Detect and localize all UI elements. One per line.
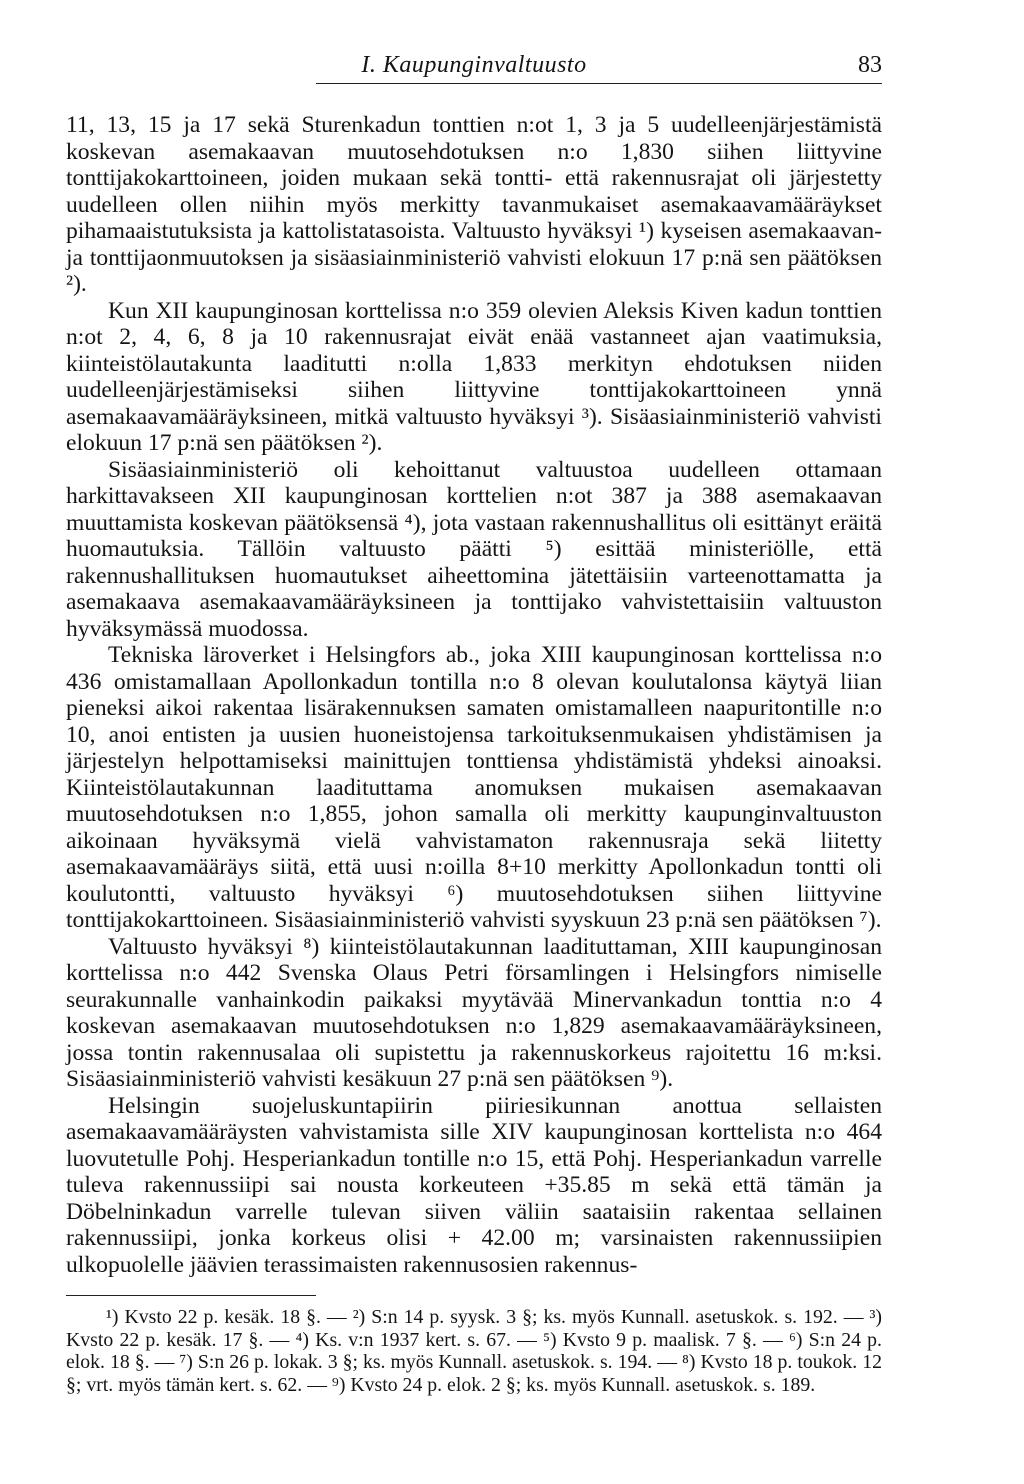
paragraph: Valtuusto hyväksyi ⁸) kiinteistölautakunnan laadituttaman, XIII kaupunginosan korttelissa n:o 442 Svenska Olaus Petri församlingen i Helsingfors nimiselle seurakunnalle vanhainkodin paikaksi myytävää Minervankadun tonttia n:o 4 koskevan asemakaavan muutosehdotuksen n:o 1,829 asemakaavamääräyksineen, jossa tontin rakennusalaa oli supistettu ja rakennuskorkeus rajoitettu 16 m:ksi. Sisäasiainministeriö vahvisti kesäkuun 27 p:nä sen päätöksen ⁹).	[66, 933, 882, 1092]
paragraph: 11, 13, 15 ja 17 sekä Sturenkadun tonttien n:ot 1, 3 ja 5 uudelleenjärjestämistä koskevan asemakaavan muutosehdotuksen n:o 1,830 siihen liittyvine tonttijakokarttoineen, joiden mukaan sekä tontti- että rakennusrajat oli järjestetty uudelleen ollen niihin myös merkitty tavanmukaiset asemakaavamääräykset pihamaaistutuksista ja kattolistatasoista. Valtuusto hyväksyi ¹) kyseisen asemakaavan- ja tonttijaonmuutoksen ja sisäasiainministeriö vahvisti elokuun 17 p:nä sen päätöksen ²).	[66, 112, 882, 297]
running-title: I. Kaupunginvaltuusto	[361, 52, 587, 78]
paragraph: Tekniska läroverket i Helsingfors ab., joka XIII kaupunginosan korttelissa n:o 436 omistamallaan Apollonkadun tontilla n:o 8 olevan koulutalonsa käytyä liian pieneksi aikoi rakentaa lisärakennuksen samaten omistamalleen naapuritontille n:o 10, anoi entisten ja uusien huoneistojensa tarkoituksenmukaisen yhdistämisen ja järjestelyn helpottamiseksi mainittujen tonttiensa yhdistämistä yhdeksi ainoaksi. Kiinteistölautakunnan laadituttama anomuksen mukaisen asemakaavan muutosehdotuksen n:o 1,855, johon samalla oli merkitty kaupunginvaltuuston aikoinaan hyväksymä vielä vahvistamaton rakennusraja sekä liitetty asemakaavamääräys siitä, että uusi n:oilla 8+10 merkitty Apollonkadun tontti oli koulutontti, valtuusto hyväksyi ⁶) muutosehdotuksen siihen liittyvine tonttijakokarttoineen. Sisäasiainministeriö vahvisti syyskuun 23 p:nä sen päätöksen ⁷).	[66, 642, 882, 933]
body-text	[66, 112, 882, 1278]
page-number: 83	[858, 52, 882, 78]
paragraph: Kun XII kaupunginosan korttelissa n:o 359 olevien Aleksis Kiven kadun tonttien n:ot 2, 4, 6, 8 ja 10 rakennusrajat eivät enää vastanneet ajan vaatimuksia, kiinteistölautakunta laaditutti n:olla 1,833 merkityn ehdotuksen niiden uudelleenjärjestämiseksi siihen liittyvine tonttijakokarttoineen ynnä asemakaavamääräyksineen, mitkä valtuusto hyväksyi ³). Sisäasiainministeriö vahvisti elokuun 17 p:nä sen päätöksen ²).	[66, 297, 882, 456]
footnote-text: ¹) Kvsto 22 p. kesäk. 18 §. — ²) S:n 14 p. syysk. 3 §; ks. myös Kunnall. asetuskok. s. 192. — ³) Kvsto 22 p. kesäk. 17 §. — ⁴) Ks. v:n 1937 kert. s. 67. — ⁵) Kvsto 9 p. maalisk. 7 §. — ⁶) S:n 24 p. elok. 18 §. — ⁷) S:n 26 p. lokak. 3 §; ks. myös Kunnall. asetuskok. s. 194. — ⁸) Kvsto 18 p. toukok. 12 §; vrt. myös tämän kert. s. 62. — ⁹) Kvsto 24 p. elok. 2 §; ks. myös Kunnall. asetuskok. s. 189.	[66, 1306, 882, 1396]
paragraph: Helsingin suojeluskuntapiirin piiriesikunnan anottua sellaisten asemakaavamääräysten vahvistamista sille XIV kaupunginosan korttelista n:o 464 luovutetulle Pohj. Hesperiankadun tontille n:o 15, että Pohj. Hesperiankadun varrelle tuleva rakennussiipi sai nousta korkeuteen +35.85 m sekä että tämän ja Döbelninkadun varrelle tulevan siiven väliin saataisiin rakentaa sellainen rakennussiipi, jonka korkeus olisi + 42.00 m; varsinaisten rakennussiipien ulkopuolelle jäävien terassimaisten rakennusosien rakennus-	[66, 1092, 882, 1278]
footnote-rule	[66, 1295, 316, 1296]
page-header	[66, 52, 882, 88]
footnotes	[66, 1306, 882, 1396]
paragraph: Sisäasiainministeriö oli kehoittanut valtuustoa uudelleen ottamaan harkittavakseen XII kaupunginosan korttelien n:ot 387 ja 388 asemakaavan muuttamista koskevan päätöksensä ⁴), jota vastaan rakennushallitus oli esittänyt eräitä huomautuksia. Tällöin valtuusto päätti ⁵) esittää ministeriölle, että rakennushallituksen huomautukset aiheettomina jätettäisiin varteenottamatta ja asemakaava asemakaavamääräyksineen ja tonttijako vahvistettaisiin valtuuston hyväksymässä muodossa.	[66, 456, 882, 642]
header-rule	[316, 83, 882, 84]
